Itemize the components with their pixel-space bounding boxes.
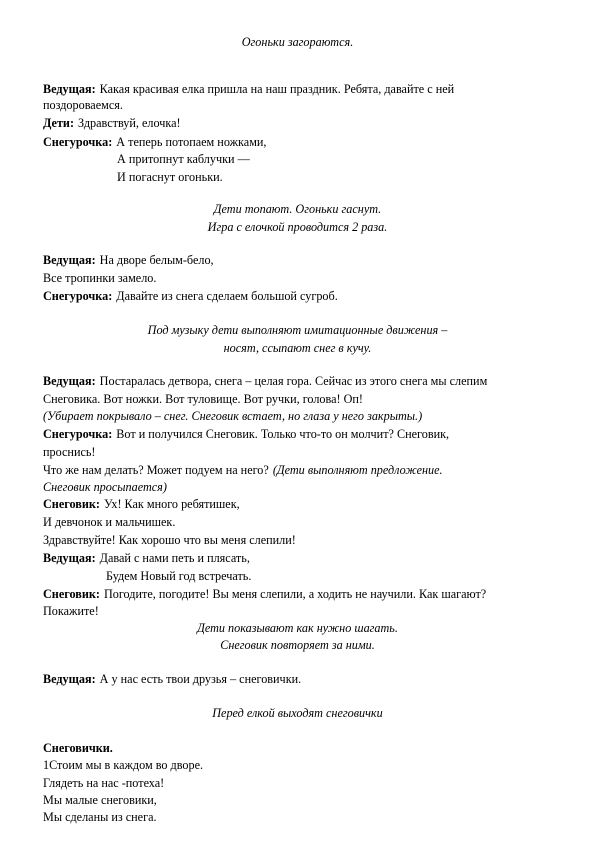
line-p6-a xyxy=(43,374,487,389)
line-p12-c: Мы малые снеговики, xyxy=(43,793,157,807)
line-text: Вот и получился Снеговик. Только что-то он молчит? Снеговик, xyxy=(116,427,450,441)
stage-direction-2b: носят, ссыпают снег в кучу. xyxy=(223,341,372,355)
line-p2 xyxy=(43,116,181,131)
line-text: Что же нам делать? Может подуем на него? xyxy=(43,463,269,477)
line-p3-a xyxy=(43,135,266,150)
line-p10-b: Покажите! xyxy=(43,604,99,618)
line-p8-c: Здравствуйте! Как хорошо что вы меня слепили! xyxy=(43,533,296,547)
line-p4-a xyxy=(43,253,214,268)
speaker-label: Ведущая: xyxy=(43,672,96,686)
line-p7-c xyxy=(43,463,443,478)
line-text: Здравствуй, елочка! xyxy=(78,116,181,130)
speaker-label: Ведущая: xyxy=(43,82,96,96)
line-p9-b: Будем Новый год встречать. xyxy=(106,569,252,583)
line-p3-b: А притопнут каблучки — xyxy=(117,152,250,166)
speaker-label: Ведущая: xyxy=(43,551,96,565)
stage-direction-2a: Под музыку дети выполняют имитационные движения – xyxy=(147,323,448,337)
stage-direction-4: Перед елкой выходят снеговички xyxy=(212,706,383,720)
stage-direction: (Убирает покрывало – снег. Снеговик встает, но глаза у него закрыты.) xyxy=(43,409,423,423)
stage-direction-3b: Снеговик повторяет за ними. xyxy=(220,638,375,652)
speaker-label: Снеговик: xyxy=(43,587,100,601)
line-p5 xyxy=(43,289,338,304)
line-p10-a xyxy=(43,587,486,602)
line-p12-a: 1Стоим мы в каждом во дворе. xyxy=(43,758,204,772)
line-p12-d: Мы сделаны из снега. xyxy=(43,810,157,824)
line-text: Погодите, погодите! Вы меня слепили, а ходить не научили. Как шагают? xyxy=(103,587,487,601)
line-p4-b: Все тропинки замело. xyxy=(43,271,157,285)
line-p11 xyxy=(43,672,301,687)
line-p7-b: проснись! xyxy=(43,445,96,459)
stage-direction: (Дети выполняют предложение. xyxy=(272,463,443,477)
stage-direction-3a: Дети показывают как нужно шагать. xyxy=(197,621,398,635)
speaker-label: Снегурочка: xyxy=(43,427,113,441)
line-text: Какая красивая елка пришла на наш праздник. Ребята, давайте с ней xyxy=(99,82,455,96)
line-p9-a xyxy=(43,551,250,566)
line-text: Давайте из снега сделаем большой сугроб. xyxy=(116,289,338,303)
speaker-label: Снегурочка: xyxy=(43,289,113,303)
line-text: Давай с нами петь и плясать, xyxy=(99,551,250,565)
line-text: А теперь потопаем ножками, xyxy=(116,135,267,149)
line-text: А у нас есть твои друзья – снеговички. xyxy=(99,672,302,686)
line-p6-stage xyxy=(43,409,422,424)
speaker-label: Снеговик: xyxy=(43,497,100,511)
line-p3-c: И погаснут огоньки. xyxy=(117,170,223,184)
line-p7-d xyxy=(43,480,167,495)
speaker-label: Дети: xyxy=(43,116,75,130)
line-text: Постаралась детвора, снега – целая гора. Сейчас из этого снега мы слепим xyxy=(99,374,488,388)
line-p1-b: поздороваемся. xyxy=(43,98,123,112)
line-p1-a xyxy=(43,82,454,97)
stage-direction: Снеговик просыпается) xyxy=(43,480,167,494)
doc-title: Огоньки загораются. xyxy=(241,35,354,49)
line-text: На дворе белым-бело, xyxy=(99,253,214,267)
line-p8-a xyxy=(43,497,240,512)
speaker-label: Ведущая: xyxy=(43,253,96,267)
line-p8-b: И девчонок и мальчишек. xyxy=(43,515,176,529)
speaker-label: Ведущая: xyxy=(43,374,96,388)
line-p12-b: Глядеть на нас -потеха! xyxy=(43,776,165,790)
speaker-label: Снегурочка: xyxy=(43,135,113,149)
speaker-label: Снеговички. xyxy=(43,741,113,755)
stage-direction-1a: Дети топают. Огоньки гаснут. xyxy=(213,202,382,216)
line-p6-b: Снеговика. Вот ножки. Вот туловище. Вот ручки, голова! Оп! xyxy=(43,392,363,406)
line-p7-a xyxy=(43,427,449,442)
stage-direction-1b: Игра с елочкой проводится 2 раза. xyxy=(207,220,388,234)
line-text: Ух! Как много ребятишек, xyxy=(103,497,240,511)
line-p12-speaker xyxy=(43,741,113,756)
